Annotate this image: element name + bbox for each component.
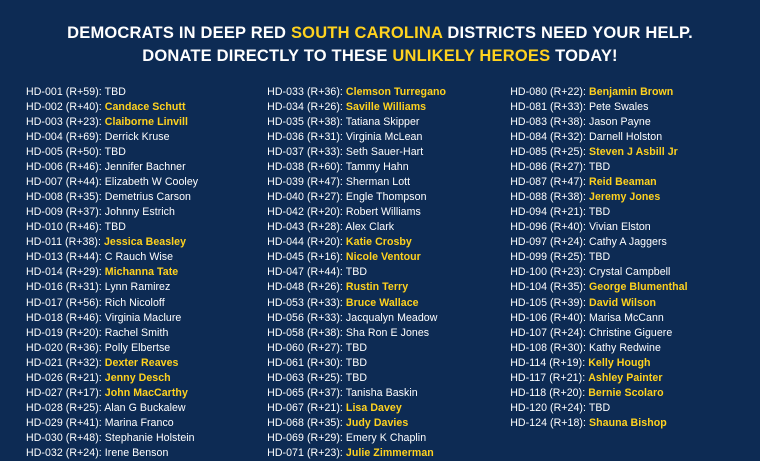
list-item [267,130,510,145]
district-label: HD-003 (R+23): [26,115,102,128]
district-label: HD-034 (R+26): [267,100,343,113]
list-item [26,311,267,326]
district-label: HD-028 (R+25): [26,401,102,414]
candidate-name: TBD [588,401,611,414]
list-item [510,280,734,295]
district-label: HD-040 (R+27): [267,191,343,204]
district-label: HD-104 (R+35): [510,281,586,294]
district-label: HD-005 (R+50): [26,146,102,159]
headline-line-1-pre: DEMOCRATS IN DEEP RED [67,24,291,42]
district-label: HD-108 (R+30): [510,341,586,354]
candidate-name: TBD [345,341,368,354]
candidate-name: Judy Davies [345,416,409,429]
district-label: HD-013 (R+44): [26,251,102,264]
candidate-name: Candace Schutt [104,100,186,113]
headline-accent-state: SOUTH CAROLINA [290,24,443,42]
candidate-name: George Blumenthal [589,281,688,294]
candidate-name: Lynn Ramirez [104,281,171,294]
headline-line-1 [26,22,734,45]
list-item [510,115,734,130]
district-label: HD-085 (R+25): [510,146,586,159]
candidate-name: Derrick Kruse [104,130,170,143]
candidate-name: Stephanie Holstein [104,431,195,444]
candidate-name: Virginia Maclure [104,311,182,324]
district-label: HD-043 (R+28): [267,221,343,234]
candidate-name: Polly Elbertse [104,341,171,354]
district-label: HD-114 (R+19): [510,356,586,369]
list-item [26,145,267,160]
list-item [267,250,510,265]
candidate-name: TBD [104,221,126,234]
list-item [267,175,510,190]
district-label: HD-026 (R+21): [26,371,102,384]
candidate-name: TBD [104,146,126,159]
district-label: HD-001 (R+59): [26,85,102,98]
list-item [26,446,267,461]
list-item [26,341,267,356]
district-label: HD-061 (R+30): [267,356,343,369]
candidate-name: TBD [588,206,611,219]
candidate-name: Jennifer Bachner [104,161,186,174]
list-item [26,220,267,235]
district-label: HD-048 (R+26): [267,281,343,294]
district-label: HD-036 (R+31): [267,130,343,143]
district-label: HD-083 (R+38): [510,115,586,128]
district-label: HD-014 (R+29): [26,266,102,279]
candidate-name: Jacqualyn Meadow [345,311,438,324]
candidate-name: Jason Payne [589,115,651,128]
candidate-name: Crystal Campbell [589,266,671,279]
district-label: HD-069 (R+29): [267,431,343,444]
district-label: HD-009 (R+37): [26,206,102,219]
list-item [510,175,734,190]
district-label: HD-084 (R+32): [510,130,586,143]
list-item [510,145,734,160]
list-item [510,401,734,416]
candidate-name: TBD [345,356,368,369]
candidate-name: John MacCarthy [104,386,188,399]
district-label: HD-042 (R+20): [267,206,343,219]
list-item [26,205,267,220]
list-item [267,280,510,295]
district-label: HD-008 (R+35): [26,191,102,204]
candidate-name: Bruce Wallace [345,296,419,309]
list-item [510,85,734,100]
district-label: HD-032 (R+24): [26,446,102,459]
district-label: HD-107 (R+24): [510,326,586,339]
district-label: HD-053 (R+33): [267,296,343,309]
candidate-name: Virginia McLean [345,130,423,143]
district-label: HD-056 (R+33): [267,311,343,324]
candidate-column-2 [267,85,510,461]
list-item [510,326,734,341]
list-item [267,115,510,130]
district-label: HD-038 (R+60): [267,161,343,174]
candidate-name: C Rauch Wise [104,251,174,264]
list-item [267,356,510,371]
list-item [26,100,267,115]
headline-line-2 [26,45,734,68]
candidate-name: Engle Thompson [345,191,427,204]
list-item [267,220,510,235]
list-item [26,250,267,265]
district-label: HD-039 (R+47): [267,176,343,189]
district-label: HD-120 (R+24): [510,401,586,414]
list-item [267,265,510,280]
list-item [267,326,510,341]
list-item [267,341,510,356]
district-label: HD-029 (R+41): [26,416,102,429]
candidate-name: Christine Giguere [589,326,673,339]
list-item [510,386,734,401]
district-label: HD-099 (R+25): [510,251,586,264]
list-item [510,130,734,145]
candidate-name: Ashley Painter [588,371,663,384]
district-label: HD-068 (R+35): [267,416,343,429]
district-label: HD-105 (R+39): [510,296,586,309]
list-item [26,326,267,341]
list-item [510,220,734,235]
district-label: HD-067 (R+21): [267,401,343,414]
district-label: HD-063 (R+25): [267,371,343,384]
district-label: HD-118 (R+20): [510,386,586,399]
list-item [510,250,734,265]
list-item [267,160,510,175]
candidate-name: Darnell Holston [589,130,663,143]
candidate-name: Dexter Reaves [104,356,179,369]
page-title [26,22,734,69]
candidate-name: Marisa McCann [589,311,664,324]
list-item [26,235,267,250]
district-label: HD-037 (R+33): [267,146,343,159]
list-item [510,265,734,280]
district-label: HD-033 (R+36): [267,85,343,98]
candidate-name: TBD [588,161,611,174]
candidate-column-1 [26,85,267,461]
list-item [510,190,734,205]
district-label: HD-010 (R+46): [26,221,102,234]
candidate-name: Vivian Elston [589,221,651,234]
candidate-name: TBD [345,266,368,279]
candidate-name: Nicole Ventour [345,251,421,264]
list-item [510,416,734,431]
candidate-name: Claiborne Linvill [104,115,189,128]
candidate-name: Seth Sauer-Hart [345,146,424,159]
district-label: HD-088 (R+38): [510,191,586,204]
list-item [26,175,267,190]
list-item [267,386,510,401]
list-item [510,296,734,311]
district-label: HD-081 (R+33): [510,100,586,113]
list-item [267,311,510,326]
candidate-columns [26,85,734,461]
list-item [26,401,267,416]
district-label: HD-097 (R+24): [510,236,586,249]
list-item [26,85,267,100]
district-label: HD-030 (R+48): [26,431,102,444]
candidate-name: Tanisha Baskin [345,386,418,399]
list-item [26,416,267,431]
list-item [26,265,267,280]
district-label: HD-087 (R+47): [510,176,586,189]
candidate-name: Sha Ron E Jones [345,326,430,339]
candidate-name: Cathy A Jaggers [589,236,667,249]
list-item [26,356,267,371]
district-label: HD-021 (R+32): [26,356,102,369]
district-label: HD-019 (R+20): [26,326,102,339]
candidate-name: Rich Nicoloff [104,296,165,309]
list-item [510,205,734,220]
district-label: HD-100 (R+23): [510,266,586,279]
district-label: HD-124 (R+18): [510,416,586,429]
list-item [26,115,267,130]
candidate-name: Tammy Hahn [345,161,409,174]
district-label: HD-058 (R+38): [267,326,343,339]
headline-line-2-pre: DONATE DIRECTLY TO THESE [142,47,393,66]
list-item [267,371,510,386]
candidate-name: Emery K Chaplin [345,431,427,444]
candidate-name: Julie Zimmerman [345,446,434,459]
district-label: HD-016 (R+31): [26,281,102,294]
candidate-name: Katie Crosby [345,236,412,249]
list-item [267,235,510,250]
district-label: HD-017 (R+56): [26,296,102,309]
candidate-name: Kelly Hough [588,356,651,369]
list-item [26,280,267,295]
candidate-name: Michanna Tate [104,266,179,279]
list-item [267,85,510,100]
list-item [510,311,734,326]
list-item [26,190,267,205]
candidate-name: Benjamin Brown [589,85,674,98]
district-label: HD-002 (R+40): [26,100,102,113]
candidate-name: Johnny Estrich [104,206,175,219]
candidate-name: Tatiana Skipper [345,115,420,128]
candidate-name: Bernie Scolaro [588,386,664,399]
candidate-name: Alex Clark [345,221,395,234]
list-item [26,296,267,311]
candidate-name: Clemson Turregano [345,85,447,98]
list-item [26,386,267,401]
list-item [267,205,510,220]
list-item [26,371,267,386]
district-label: HD-086 (R+27): [510,161,586,174]
district-label: HD-007 (R+44): [26,176,102,189]
headline-accent-heroes: UNLIKELY HEROES [392,47,551,66]
district-label: HD-094 (R+21): [510,206,586,219]
district-label: HD-071 (R+23): [267,446,343,459]
list-item [267,431,510,446]
headline-line-2-post: TODAY! [550,47,618,66]
candidate-name: David Wilson [589,296,657,309]
candidate-name: Demetrius Carson [104,191,191,204]
district-label: HD-020 (R+36): [26,341,102,354]
candidate-name: Saville Williams [345,100,427,113]
list-item [267,100,510,115]
list-item [267,145,510,160]
candidate-name: Elizabeth W Cooley [104,176,199,189]
candidate-name: Alan G Buckalew [104,401,186,414]
list-item [510,100,734,115]
district-label: HD-011 (R+38): [26,236,101,249]
list-item [510,356,734,371]
list-item [267,401,510,416]
candidate-name: Marina Franco [104,416,174,429]
candidate-name: Jenny Desch [104,371,171,384]
district-label: HD-080 (R+22): [510,85,586,98]
district-label: HD-044 (R+20): [267,236,343,249]
list-item [267,296,510,311]
candidate-name: Steven J Asbill Jr [589,146,678,159]
list-item [510,160,734,175]
candidate-name: Shauna Bishop [589,416,667,429]
candidate-column-3 [510,85,734,461]
candidate-name: Jessica Beasley [103,236,187,249]
district-label: HD-027 (R+17): [26,386,102,399]
district-label: HD-060 (R+27): [267,341,343,354]
candidate-name: Rustin Terry [345,281,409,294]
candidate-name: Reid Beaman [589,176,657,189]
candidate-name: Jeremy Jones [589,191,661,204]
district-label: HD-106 (R+40): [510,311,586,324]
district-label: HD-117 (R+21): [510,371,586,384]
list-item [267,416,510,431]
district-label: HD-096 (R+40): [510,221,586,234]
district-label: HD-035 (R+38): [267,115,343,128]
list-item [26,160,267,175]
candidate-name: TBD [588,251,611,264]
list-item [510,235,734,250]
candidate-name: Robert Williams [345,206,421,219]
district-label: HD-018 (R+46): [26,311,102,324]
candidate-name: Irene Benson [104,446,169,459]
candidate-name: Kathy Redwine [589,341,661,354]
district-label: HD-047 (R+44): [267,266,343,279]
district-label: HD-045 (R+16): [267,251,343,264]
candidate-name: Pete Swales [589,100,649,113]
candidate-name: TBD [345,371,368,384]
headline-line-1-post: DISTRICTS NEED YOUR HELP. [442,24,693,42]
list-item [267,446,510,461]
candidate-name: TBD [104,85,126,98]
list-item [510,341,734,356]
district-label: HD-065 (R+37): [267,386,343,399]
candidate-name: Lisa Davey [345,401,402,414]
district-label: HD-006 (R+46): [26,161,102,174]
list-item [26,431,267,446]
candidate-name: Rachel Smith [104,326,169,339]
list-item [267,190,510,205]
list-item [510,371,734,386]
list-item [26,130,267,145]
candidate-name: Sherman Lott [345,176,411,189]
district-label: HD-004 (R+69): [26,130,102,143]
